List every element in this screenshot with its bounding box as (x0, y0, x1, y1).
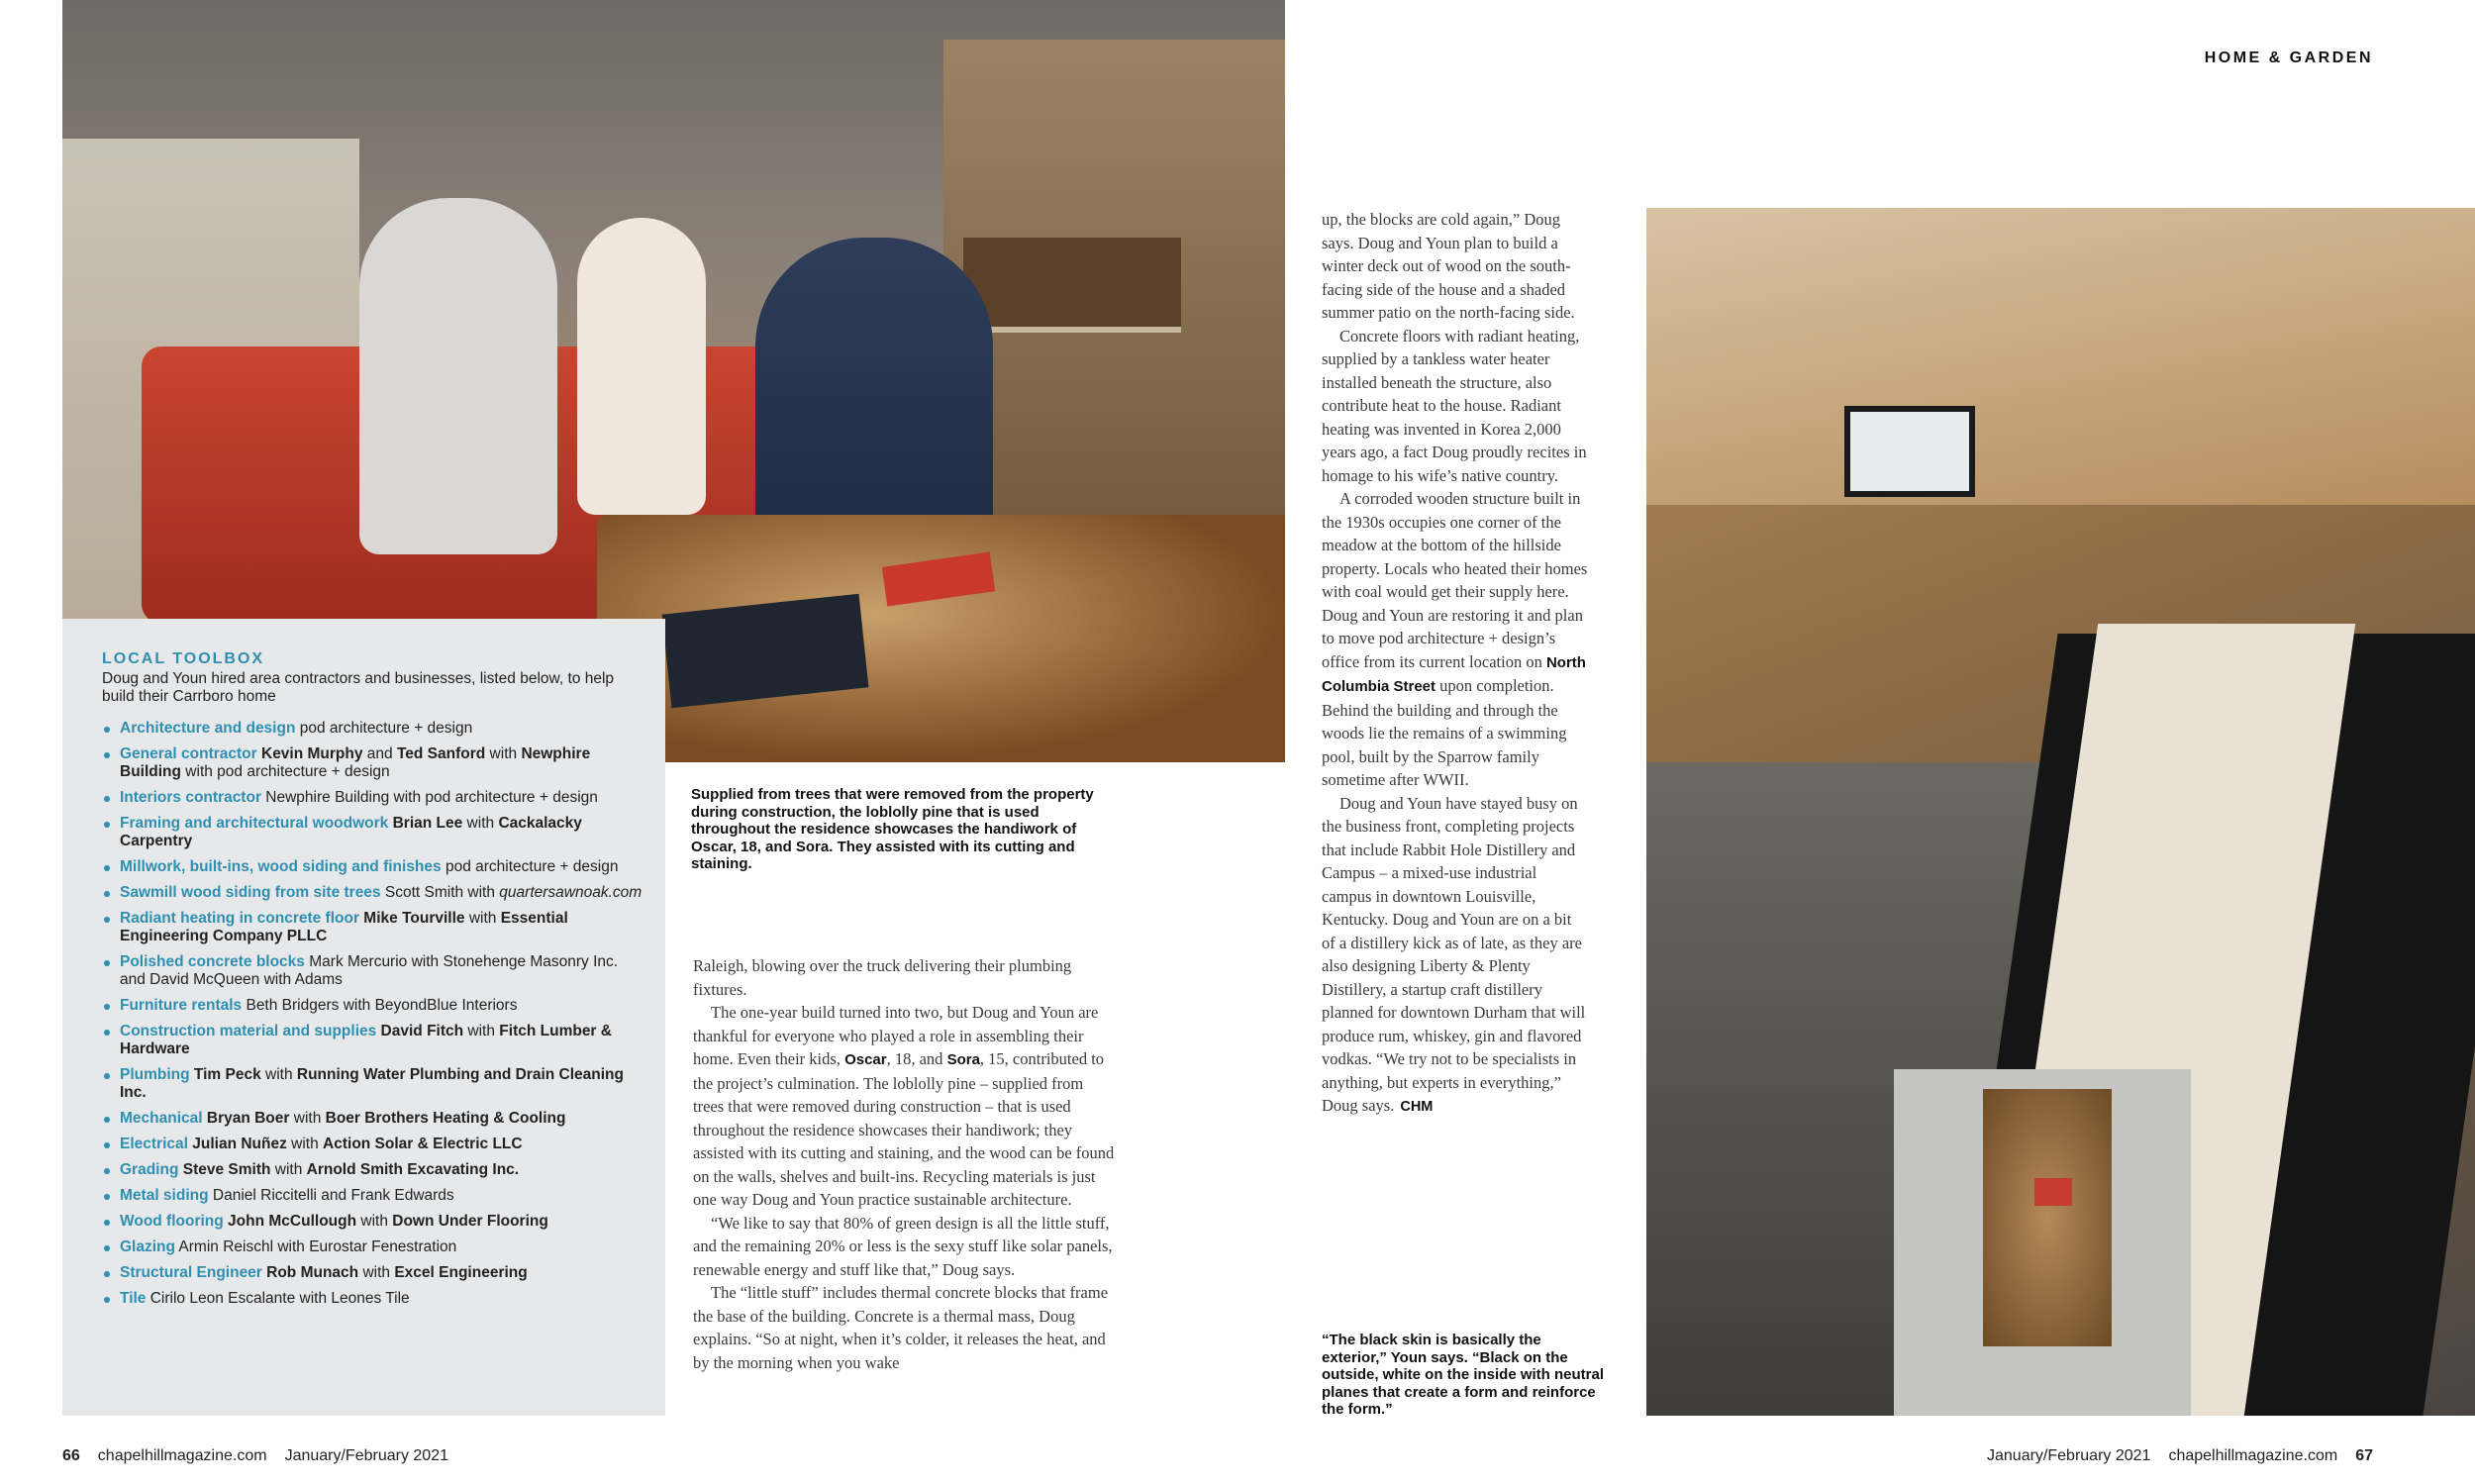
footer-right (1987, 1447, 2373, 1465)
toolbox-item-text: Newphire Building with pod architecture + design (260, 789, 598, 806)
toolbox-item-role: Glazing (120, 1238, 175, 1255)
text-run: upon completion. Behind the building and through the woods lie the remains of a swimming pool, built by the Sparrow family sometime after WWII. (1322, 676, 1567, 789)
toolbox-item-role: Construction material and supplies (120, 1023, 377, 1039)
toolbox-item (102, 1213, 645, 1231)
toolbox-item-role: Metal siding (120, 1187, 209, 1204)
toolbox-item-text: Beth Bridgers with BeyondBlue Interiors (242, 997, 518, 1014)
text-run: The one-year build turned into two, but Doug and Youn are thankful for everyone who played a role in assembling their home. Even their kids, (693, 1003, 1099, 1068)
toolbox-item (102, 1161, 645, 1179)
toolbox-item-text: Newphire Building (120, 745, 591, 780)
photo-wood-ceiling (1646, 208, 2475, 505)
footer-issue-right: January/February 2021 (1987, 1447, 2151, 1464)
toolbox-item-text: Mark Mercurio with Stonehenge Masonry Inc. and David McQueen with Adams (120, 953, 619, 988)
toolbox-item-text: with (286, 1136, 324, 1152)
article-column-center (693, 954, 1117, 1374)
footer-left (62, 1447, 448, 1465)
page-number-left: 66 (62, 1447, 80, 1464)
toolbox-item-text: Rob Munach (261, 1264, 359, 1281)
toolbox-item-text: Brian Lee (388, 815, 463, 832)
local-toolbox-sidebar (62, 619, 665, 1416)
toolbox-item-role: Wood flooring (120, 1213, 224, 1230)
article-paragraph: Concrete floors with radiant heating, supplied by a tankless water heater installed beneath the structure, also contribute heat to the house. Radiant heating was invented in Korea 2,000 years ago, a fact Doug proudly recites in homage to his wife’s native country. (1322, 326, 1587, 485)
text-run: A corroded wooden structure built in the 1930s occupies one corner of the meadow at the bottom of the hillside property. Locals who heated their homes with coal would get their supply here. Doug and Youn are restoring it and plan to move pod architecture + design’s office from its current location on (1322, 489, 1588, 671)
page-number-right: 67 (2355, 1447, 2373, 1464)
toolbox-item-text: with (270, 1161, 307, 1178)
toolbox-item-text: with (463, 1023, 500, 1039)
toolbox-item-role: Structural Engineer (120, 1264, 262, 1281)
toolbox-intro: Doug and Youn hired area contractors and businesses, listed below, to help build their Carrboro home (102, 670, 615, 705)
toolbox-item-text: pod architecture + design (295, 720, 473, 737)
toolbox-item (102, 745, 645, 781)
article-paragraph: Raleigh, blowing over the truck delivering their plumbing fixtures. (693, 956, 1072, 999)
toolbox-item-text: with (289, 1110, 326, 1127)
article-column-right (1322, 208, 1589, 1120)
toolbox-item (102, 815, 645, 850)
toolbox-item-text: with pod architecture + design (181, 763, 390, 780)
name-oscar: Oscar (844, 1051, 887, 1068)
footer-site-left: chapelhillmagazine.com (97, 1447, 267, 1464)
toolbox-item-text: Ted Sanford (396, 745, 486, 762)
toolbox-item-role: Polished concrete blocks (120, 953, 305, 970)
toolbox-item-text: pod architecture + design (441, 858, 619, 875)
footer-issue-left: January/February 2021 (284, 1447, 448, 1464)
toolbox-item-text: Running Water Plumbing and Drain Cleaning Inc. (120, 1066, 624, 1101)
toolbox-item (102, 1187, 645, 1205)
photo-coffee-table (1983, 1089, 2112, 1346)
toolbox-item-text: with (462, 815, 499, 832)
toolbox-item (102, 1290, 645, 1308)
photo-caption-left: Supplied from trees that were removed from the property during construction, the loblolly pine that is used throughout the residence showcases the handiwork of Oscar, 18, and Sora. They assisted with its cutting and staining. (691, 786, 1094, 872)
article-paragraph: up, the blocks are cold again,” Doug says. Doug and Youn plan to build a winter deck out of wood on the south-facing side of the house and a shaded summer patio on the north-facing side. (1322, 210, 1575, 322)
toolbox-item-role: Furniture rentals (120, 997, 243, 1014)
toolbox-item (102, 1110, 645, 1128)
toolbox-item-role: Tile (120, 1290, 147, 1307)
street-name: North Columbia Street (1322, 653, 1586, 695)
photo-window (1844, 406, 1975, 497)
toolbox-item-text: Arnold Smith Excavating Inc. (306, 1161, 520, 1178)
footer-site-right: chapelhillmagazine.com (2168, 1447, 2338, 1464)
toolbox-item-role: Plumbing (120, 1066, 190, 1083)
interior-overhead-photo (1646, 208, 2475, 1416)
article-paragraph: “We like to say that 80% of green design is all the little stuff, and the remaining 20% or less is the sexy stuff like solar panels, renewable energy and stuff like that,” Doug says. (693, 1213, 1113, 1279)
toolbox-item-text: Steve Smith (178, 1161, 271, 1178)
toolbox-item-text: quartersawnoak.com (499, 884, 643, 901)
toolbox-item-text: Boer Brothers Heating & Cooling (325, 1110, 566, 1127)
article-paragraph: The “little stuff” includes thermal concrete blocks that frame the base of the building. Concrete is a thermal mass, Doug explains. “So at night, when it’s colder, it releases the heat, and by the morning when you wake (693, 1283, 1109, 1372)
toolbox-item-role: Radiant heating in concrete floor (120, 910, 359, 927)
text-run: Doug and Youn have stayed busy on the business front, completing projects that include Rabbit Hole Distillery and Campus – a mixed-use industrial campus in downtown Louisville, Kentucky. Doug and Youn are on a bit of a distillery kick as of late, as they are also designing Liberty & Plenty Distillery, a startup craft distillery planned for downtown Durham that will produce rum, whiskey, gin and flavored vodkas. “We try not to be specialists in anything, but experts in everything,” Doug says. (1322, 793, 1586, 1115)
toolbox-item-text: Excel Engineering (394, 1264, 528, 1281)
section-tag: HOME & GARDEN (2204, 49, 2373, 66)
photo-person-sora (577, 218, 706, 515)
toolbox-item (102, 884, 645, 902)
toolbox-item-text: and (362, 745, 397, 762)
toolbox-item-text: John McCullough (223, 1213, 357, 1230)
toolbox-item (102, 997, 645, 1015)
photo-caption-right: “The black skin is basically the exterior,” Youn says. “Black on the outside, white on the inside with neutral planes that create a form and reinforce the form.” (1322, 1332, 1605, 1418)
text-run: , 15, contributed to the project’s culmination. The loblolly pine – supplied from trees that were removed during construction – that is used throughout the residence showcases their handiwork; they assisted with its cutting and staining, and the wood can be found on the walls, shelves and built-ins. Recycling materials is just one way Doug and Youn practice sustainable architecture. (693, 1049, 1115, 1209)
toolbox-item-text: with (356, 1213, 393, 1230)
toolbox-item-text: Bryan Boer (202, 1110, 290, 1127)
photo-bookshelf (963, 238, 1181, 333)
toolbox-list (102, 720, 645, 1308)
toolbox-item-role: Millwork, built-ins, wood siding and finishes (120, 858, 442, 875)
toolbox-item-role: Grading (120, 1161, 179, 1178)
photo-person-oscar (359, 198, 557, 554)
toolbox-item (102, 1066, 645, 1102)
toolbox-item-text: David Fitch (376, 1023, 464, 1039)
toolbox-item (102, 953, 645, 989)
article-paragraph (693, 1001, 1117, 1212)
toolbox-item-text: Action Solar & Electric LLC (323, 1136, 523, 1152)
toolbox-item-text: with (485, 745, 522, 762)
toolbox-item-text: with (464, 910, 501, 927)
signoff-chm: CHM (1400, 1099, 1434, 1115)
toolbox-item-role: Sawmill wood siding from site trees (120, 884, 381, 901)
toolbox-item-role: Electrical (120, 1136, 188, 1152)
photo-red-book-small (2034, 1178, 2072, 1206)
toolbox-item (102, 789, 645, 807)
toolbox-item-text: Fitch Lumber & Hardware (120, 1023, 612, 1057)
toolbox-item-text: Daniel Riccitelli and Frank Edwards (208, 1187, 454, 1204)
toolbox-item-text: Kevin Murphy (256, 745, 363, 762)
toolbox-item-text: Cirilo Leon Escalante with Leones Tile (146, 1290, 410, 1307)
toolbox-item-role: Interiors contractor (120, 789, 261, 806)
toolbox-item-text: Armin Reischl with Eurostar Fenestration (174, 1238, 457, 1255)
toolbox-item (102, 910, 645, 945)
toolbox-item-text: Down Under Flooring (392, 1213, 548, 1230)
toolbox-item-role: Architecture and design (120, 720, 296, 737)
name-sora: Sora (946, 1051, 980, 1068)
toolbox-item (102, 1136, 645, 1153)
toolbox-title: LOCAL TOOLBOX (102, 650, 265, 667)
text-run: , 18, and (886, 1049, 947, 1068)
toolbox-item-text: Cackalacky Carpentry (120, 815, 582, 849)
toolbox-item (102, 1264, 645, 1282)
toolbox-item-text: Essential Engineering Company PLLC (120, 910, 568, 944)
toolbox-item-text: Scott Smith with (380, 884, 500, 901)
toolbox-item (102, 1023, 645, 1058)
toolbox-item (102, 720, 645, 738)
article-paragraph (1322, 487, 1589, 792)
toolbox-item-role: Framing and architectural woodwork (120, 815, 389, 832)
toolbox-item (102, 858, 645, 876)
toolbox-item-role: General contractor (120, 745, 257, 762)
toolbox-item-text: Mike Tourville (359, 910, 465, 927)
toolbox-item-text: with (358, 1264, 395, 1281)
toolbox-item (102, 1238, 645, 1256)
toolbox-item-role: Mechanical (120, 1110, 203, 1127)
article-paragraph (1322, 792, 1589, 1120)
toolbox-item-text: with (260, 1066, 297, 1083)
toolbox-item-text: Julian Nuñez (187, 1136, 287, 1152)
toolbox-item-text: Tim Peck (189, 1066, 261, 1083)
